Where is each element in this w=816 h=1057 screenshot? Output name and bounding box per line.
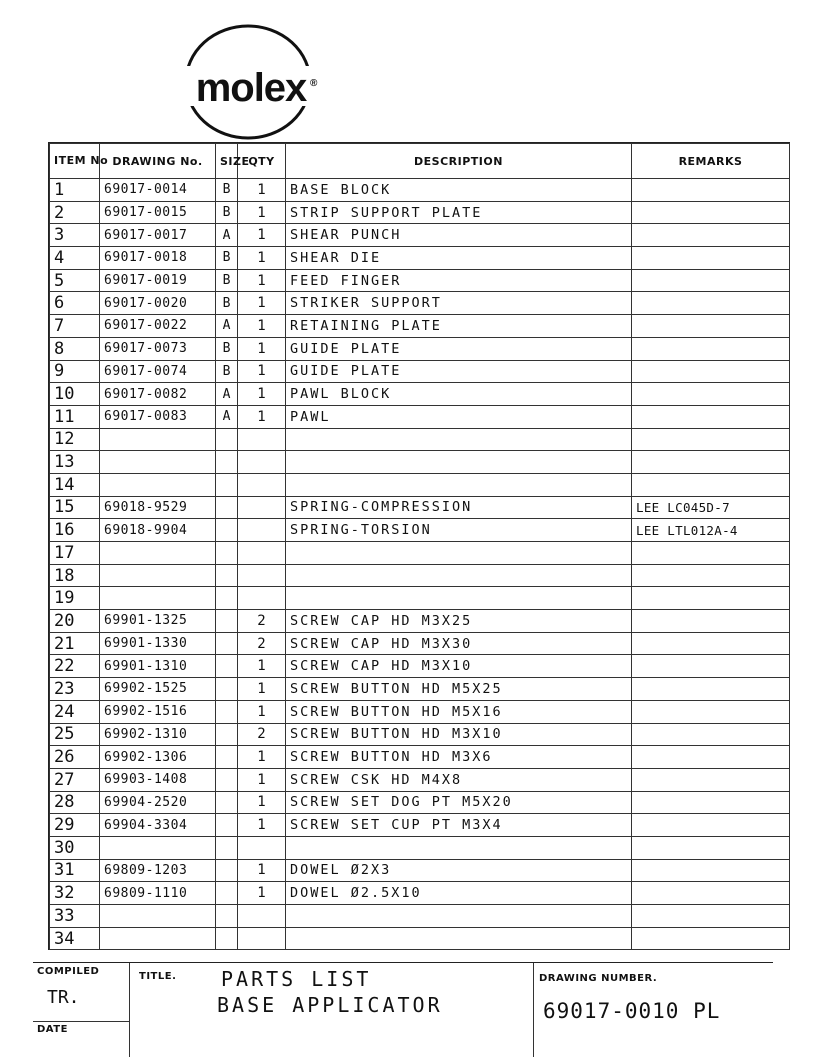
drawing-no-cell: 69017-0083 <box>100 405 216 428</box>
drawing-no-cell <box>100 836 216 859</box>
table-row <box>50 451 790 474</box>
description-cell: SPRING-TORSION <box>286 519 632 542</box>
item-no-cell: 26 <box>50 746 100 769</box>
table-row <box>50 655 790 678</box>
remarks-cell <box>632 700 790 723</box>
qty-cell: 1 <box>238 179 286 202</box>
qty-cell <box>238 564 286 587</box>
qty-cell: 1 <box>238 768 286 791</box>
logo-wordmark: molex <box>195 66 307 110</box>
drawing-no-cell: 69018-9529 <box>100 496 216 519</box>
remarks-cell <box>632 564 790 587</box>
qty-cell <box>238 587 286 610</box>
drawing-no-cell <box>100 927 216 950</box>
description-cell: GUIDE PLATE <box>286 360 632 383</box>
drawing-no-cell: 69017-0082 <box>100 383 216 406</box>
description-cell <box>286 428 632 451</box>
remarks-cell <box>632 927 790 950</box>
remarks-cell: LEE LTL012A-4 <box>632 519 790 542</box>
item-no-cell: 19 <box>50 587 100 610</box>
remarks-cell <box>632 768 790 791</box>
description-cell: DOWEL Ø2.5X10 <box>286 882 632 905</box>
drawing-no-cell: 69017-0018 <box>100 247 216 270</box>
size-cell: B <box>216 201 238 224</box>
description-cell: SCREW CAP HD M3X10 <box>286 655 632 678</box>
drawing-no-cell <box>100 542 216 565</box>
qty-cell: 1 <box>238 383 286 406</box>
remarks-cell <box>632 428 790 451</box>
remarks-cell <box>632 632 790 655</box>
drawing-no-cell: 69902-1525 <box>100 678 216 701</box>
qty-cell <box>238 542 286 565</box>
item-no-cell: 16 <box>50 519 100 542</box>
size-cell: B <box>216 269 238 292</box>
table-row <box>50 882 790 905</box>
drawing-no-cell <box>100 905 216 928</box>
size-cell <box>216 905 238 928</box>
compiled-value: TR. <box>47 987 80 1008</box>
item-no-cell: 4 <box>50 247 100 270</box>
description-cell: SPRING-COMPRESSION <box>286 496 632 519</box>
table-row <box>50 315 790 338</box>
qty-cell: 2 <box>238 723 286 746</box>
size-cell <box>216 564 238 587</box>
table-row <box>50 723 790 746</box>
drawing-number-cell <box>533 963 773 1057</box>
drawing-no-cell <box>100 564 216 587</box>
drawing-no-cell <box>100 587 216 610</box>
qty-cell <box>238 451 286 474</box>
qty-cell: 1 <box>238 405 286 428</box>
drawing-no-cell: 69017-0019 <box>100 269 216 292</box>
description-cell: FEED FINGER <box>286 269 632 292</box>
qty-cell: 1 <box>238 882 286 905</box>
item-no-cell: 17 <box>50 542 100 565</box>
size-cell: B <box>216 179 238 202</box>
size-cell: B <box>216 360 238 383</box>
description-cell: SCREW CAP HD M3X25 <box>286 610 632 633</box>
item-no-cell: 21 <box>50 632 100 655</box>
table-row <box>50 405 790 428</box>
qty-cell: 1 <box>238 224 286 247</box>
item-no-cell: 9 <box>50 360 100 383</box>
header-size: SIZE <box>216 144 238 179</box>
table-row <box>50 337 790 360</box>
size-cell <box>216 836 238 859</box>
qty-cell <box>238 428 286 451</box>
drawing-no-cell: 69902-1306 <box>100 746 216 769</box>
size-cell <box>216 428 238 451</box>
qty-cell: 1 <box>238 315 286 338</box>
qty-cell: 1 <box>238 269 286 292</box>
qty-cell <box>238 905 286 928</box>
item-no-cell: 11 <box>50 405 100 428</box>
drawing-no-cell: 69017-0073 <box>100 337 216 360</box>
remarks-cell <box>632 905 790 928</box>
remarks-cell <box>632 882 790 905</box>
description-cell: GUIDE PLATE <box>286 337 632 360</box>
drawing-no-cell: 69809-1110 <box>100 882 216 905</box>
remarks-cell <box>632 746 790 769</box>
table-row <box>50 473 790 496</box>
remarks-cell: LEE LC045D-7 <box>632 496 790 519</box>
remarks-cell <box>632 292 790 315</box>
description-cell: SCREW CAP HD M3X30 <box>286 632 632 655</box>
size-cell <box>216 791 238 814</box>
remarks-cell <box>632 836 790 859</box>
qty-cell: 1 <box>238 360 286 383</box>
drawing-no-cell: 69017-0017 <box>100 224 216 247</box>
description-cell: PAWL <box>286 405 632 428</box>
item-no-cell: 13 <box>50 451 100 474</box>
header-qty: QTY <box>238 144 286 179</box>
header-remarks: REMARKS <box>632 144 790 179</box>
parts-table <box>49 143 790 950</box>
size-cell: B <box>216 247 238 270</box>
table-row <box>50 269 790 292</box>
title-cell <box>129 963 534 1057</box>
item-no-cell: 27 <box>50 768 100 791</box>
remarks-cell <box>632 587 790 610</box>
description-cell: SCREW BUTTON HD M5X16 <box>286 700 632 723</box>
drawing-number-value: 69017-0010 PL <box>543 999 721 1023</box>
size-cell: A <box>216 224 238 247</box>
size-cell <box>216 542 238 565</box>
size-cell <box>216 814 238 837</box>
item-no-cell: 6 <box>50 292 100 315</box>
table-row <box>50 247 790 270</box>
item-no-cell: 23 <box>50 678 100 701</box>
drawing-no-cell: 69903-1408 <box>100 768 216 791</box>
remarks-cell <box>632 405 790 428</box>
remarks-cell <box>632 451 790 474</box>
description-cell <box>286 587 632 610</box>
qty-cell: 1 <box>238 655 286 678</box>
qty-cell: 1 <box>238 201 286 224</box>
qty-cell: 1 <box>238 337 286 360</box>
item-no-cell: 30 <box>50 836 100 859</box>
item-no-cell: 22 <box>50 655 100 678</box>
remarks-cell <box>632 383 790 406</box>
qty-cell <box>238 496 286 519</box>
table-row <box>50 587 790 610</box>
drawing-no-cell <box>100 428 216 451</box>
drawing-no-cell: 69809-1203 <box>100 859 216 882</box>
qty-cell: 1 <box>238 247 286 270</box>
drawing-no-cell: 69904-3304 <box>100 814 216 837</box>
qty-cell <box>238 473 286 496</box>
remarks-cell <box>632 201 790 224</box>
table-row <box>50 678 790 701</box>
size-cell <box>216 451 238 474</box>
remarks-cell <box>632 179 790 202</box>
item-no-cell: 5 <box>50 269 100 292</box>
size-cell <box>216 610 238 633</box>
description-cell: SCREW BUTTON HD M3X6 <box>286 746 632 769</box>
item-no-cell: 8 <box>50 337 100 360</box>
size-cell <box>216 632 238 655</box>
drawing-no-cell: 69017-0014 <box>100 179 216 202</box>
drawing-no-cell: 69017-0074 <box>100 360 216 383</box>
drawing-number-label: DRAWING NUMBER. <box>539 973 658 984</box>
description-cell <box>286 542 632 565</box>
drawing-no-cell <box>100 473 216 496</box>
size-cell: A <box>216 315 238 338</box>
qty-cell: 1 <box>238 700 286 723</box>
table-row <box>50 542 790 565</box>
molex-logo <box>170 22 330 140</box>
item-no-cell: 32 <box>50 882 100 905</box>
remarks-cell <box>632 337 790 360</box>
header-description: DESCRIPTION <box>286 144 632 179</box>
size-cell <box>216 496 238 519</box>
table-header-row <box>50 144 790 179</box>
remarks-cell <box>632 247 790 270</box>
item-no-cell: 33 <box>50 905 100 928</box>
item-no-cell: 25 <box>50 723 100 746</box>
table-row <box>50 383 790 406</box>
item-no-cell: 3 <box>50 224 100 247</box>
table-row <box>50 496 790 519</box>
drawing-no-cell: 69018-9904 <box>100 519 216 542</box>
drawing-no-cell: 69904-2520 <box>100 791 216 814</box>
description-cell <box>286 927 632 950</box>
item-no-cell: 31 <box>50 859 100 882</box>
remarks-cell <box>632 315 790 338</box>
item-no-cell: 18 <box>50 564 100 587</box>
description-cell: BASE BLOCK <box>286 179 632 202</box>
drawing-no-cell: 69017-0022 <box>100 315 216 338</box>
size-cell <box>216 768 238 791</box>
size-cell: B <box>216 292 238 315</box>
compiled-cell <box>33 963 130 1057</box>
date-row <box>33 1021 129 1035</box>
item-no-cell: 15 <box>50 496 100 519</box>
size-cell <box>216 700 238 723</box>
date-label: DATE <box>37 1024 68 1035</box>
description-cell: SHEAR PUNCH <box>286 224 632 247</box>
description-cell: SCREW BUTTON HD M3X10 <box>286 723 632 746</box>
table-row <box>50 746 790 769</box>
drawing-no-cell <box>100 451 216 474</box>
table-row <box>50 564 790 587</box>
description-cell: SCREW SET CUP PT M3X4 <box>286 814 632 837</box>
remarks-cell <box>632 360 790 383</box>
table-row <box>50 814 790 837</box>
table-row <box>50 292 790 315</box>
qty-cell: 1 <box>238 791 286 814</box>
compiled-label: COMPILED <box>37 966 100 977</box>
remarks-cell <box>632 224 790 247</box>
item-no-cell: 10 <box>50 383 100 406</box>
qty-cell: 2 <box>238 632 286 655</box>
title-line-2: BASE APPLICATOR <box>217 993 443 1017</box>
header-item-no: ITEM No <box>50 144 100 179</box>
table-row <box>50 179 790 202</box>
description-cell: DOWEL Ø2X3 <box>286 859 632 882</box>
remarks-cell <box>632 473 790 496</box>
qty-cell: 1 <box>238 859 286 882</box>
item-no-cell: 12 <box>50 428 100 451</box>
item-no-cell: 14 <box>50 473 100 496</box>
parts-list-sheet <box>48 142 790 950</box>
size-cell <box>216 927 238 950</box>
table-row <box>50 632 790 655</box>
size-cell <box>216 746 238 769</box>
table-row <box>50 610 790 633</box>
remarks-cell <box>632 723 790 746</box>
qty-cell <box>238 519 286 542</box>
description-cell <box>286 905 632 928</box>
table-row <box>50 768 790 791</box>
table-row <box>50 927 790 950</box>
remarks-cell <box>632 859 790 882</box>
table-row <box>50 201 790 224</box>
remarks-cell <box>632 814 790 837</box>
table-row <box>50 859 790 882</box>
remarks-cell <box>632 655 790 678</box>
size-cell: B <box>216 337 238 360</box>
description-cell: SCREW CSK HD M4X8 <box>286 768 632 791</box>
description-cell <box>286 564 632 587</box>
table-row <box>50 905 790 928</box>
header-drawing-no: DRAWING No. <box>100 144 216 179</box>
drawing-no-cell: 69902-1310 <box>100 723 216 746</box>
item-no-cell: 20 <box>50 610 100 633</box>
description-cell <box>286 473 632 496</box>
registered-mark: ® <box>310 78 318 89</box>
table-row <box>50 519 790 542</box>
item-no-cell: 2 <box>50 201 100 224</box>
table-row <box>50 836 790 859</box>
qty-cell <box>238 836 286 859</box>
size-cell <box>216 519 238 542</box>
qty-cell: 1 <box>238 814 286 837</box>
size-cell <box>216 655 238 678</box>
qty-cell: 2 <box>238 610 286 633</box>
remarks-cell <box>632 542 790 565</box>
description-cell: SCREW BUTTON HD M5X25 <box>286 678 632 701</box>
description-cell: RETAINING PLATE <box>286 315 632 338</box>
description-cell: STRIP SUPPORT PLATE <box>286 201 632 224</box>
description-cell <box>286 451 632 474</box>
table-row <box>50 791 790 814</box>
size-cell <box>216 882 238 905</box>
title-line-1: PARTS LIST <box>221 967 372 991</box>
size-cell <box>216 587 238 610</box>
drawing-no-cell: 69901-1330 <box>100 632 216 655</box>
title-block <box>33 962 773 1057</box>
size-cell: A <box>216 405 238 428</box>
size-cell <box>216 859 238 882</box>
table-row <box>50 224 790 247</box>
item-no-cell: 24 <box>50 700 100 723</box>
drawing-no-cell: 69017-0020 <box>100 292 216 315</box>
item-no-cell: 28 <box>50 791 100 814</box>
drawing-no-cell: 69017-0015 <box>100 201 216 224</box>
description-cell: SHEAR DIE <box>286 247 632 270</box>
drawing-no-cell: 69901-1325 <box>100 610 216 633</box>
qty-cell: 1 <box>238 746 286 769</box>
description-cell: STRIKER SUPPORT <box>286 292 632 315</box>
qty-cell: 1 <box>238 292 286 315</box>
description-cell <box>286 836 632 859</box>
qty-cell <box>238 927 286 950</box>
table-row <box>50 360 790 383</box>
title-label: TITLE. <box>139 971 177 982</box>
table-row <box>50 700 790 723</box>
size-cell <box>216 723 238 746</box>
table-row <box>50 428 790 451</box>
qty-cell: 1 <box>238 678 286 701</box>
size-cell: A <box>216 383 238 406</box>
remarks-cell <box>632 678 790 701</box>
drawing-no-cell: 69902-1516 <box>100 700 216 723</box>
parts-table-body <box>50 179 790 950</box>
description-cell: PAWL BLOCK <box>286 383 632 406</box>
remarks-cell <box>632 269 790 292</box>
size-cell <box>216 678 238 701</box>
size-cell <box>216 473 238 496</box>
remarks-cell <box>632 610 790 633</box>
item-no-cell: 29 <box>50 814 100 837</box>
remarks-cell <box>632 791 790 814</box>
description-cell: SCREW SET DOG PT M5X20 <box>286 791 632 814</box>
item-no-cell: 1 <box>50 179 100 202</box>
item-no-cell: 34 <box>50 927 100 950</box>
item-no-cell: 7 <box>50 315 100 338</box>
drawing-no-cell: 69901-1310 <box>100 655 216 678</box>
